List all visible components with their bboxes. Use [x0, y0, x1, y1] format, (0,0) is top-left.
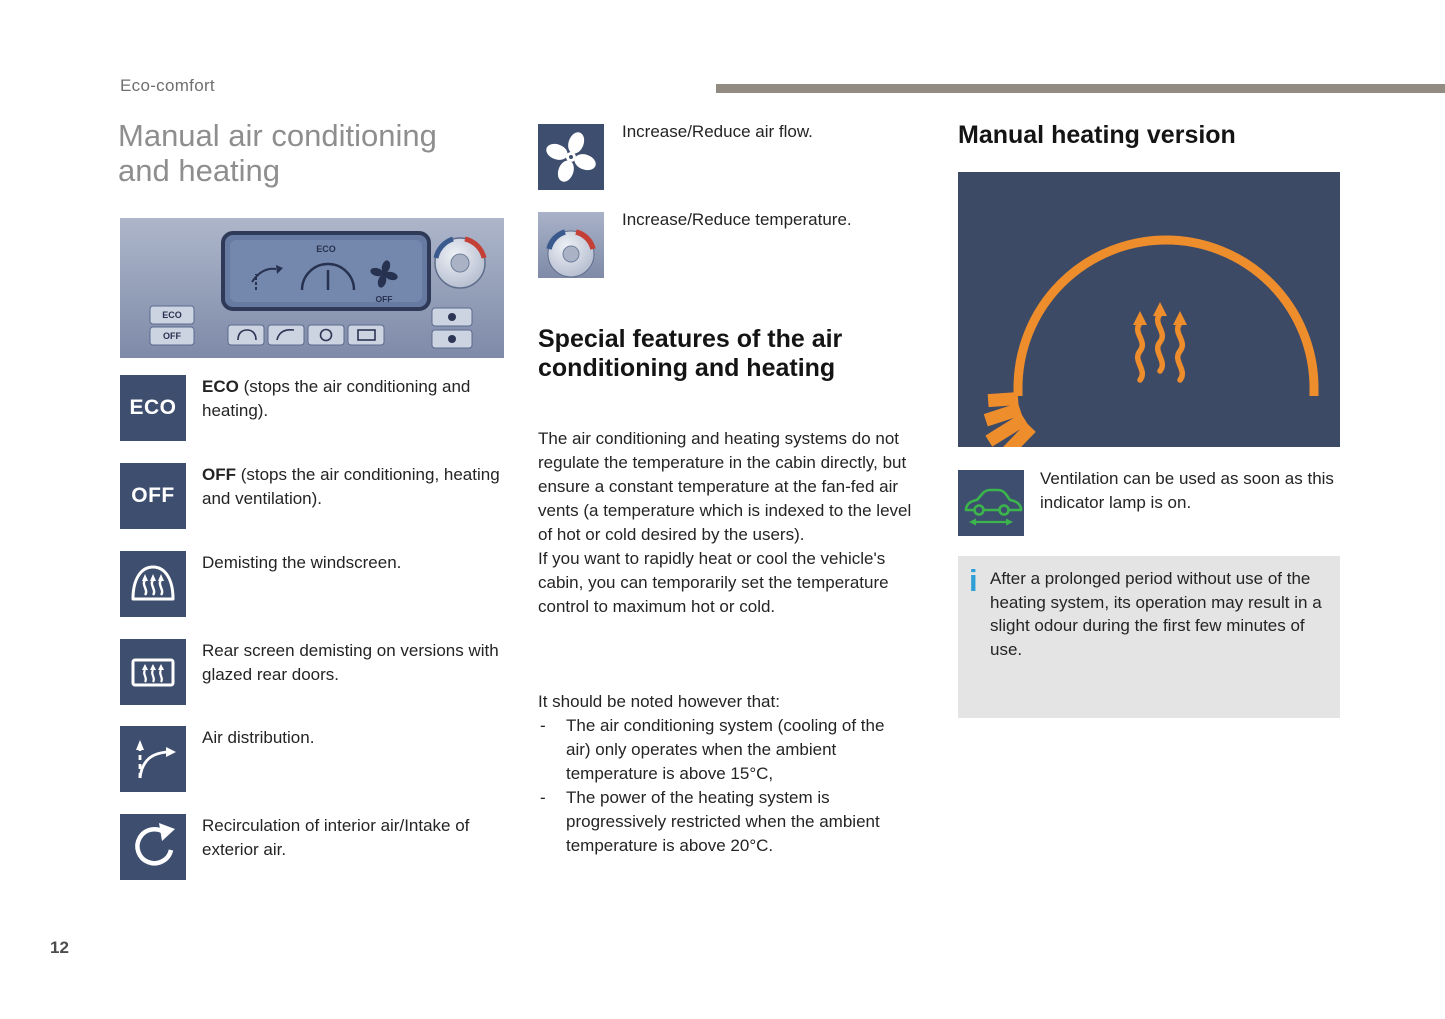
info-text: After a prolonged period without use of the heating system, its operation may result in a slight odour during the first few minutes of use. — [990, 569, 1322, 659]
fan-icon — [538, 124, 604, 190]
legend-text: Rear screen demisting on versions with glazed rear doors. — [202, 641, 499, 684]
legend-row — [120, 375, 520, 445]
paragraph: If you want to rapidly heat or cool the vehicle's cabin, you can temporarily set the temperature control to maximum hot or cold. — [538, 549, 889, 616]
page-title-line1: Manual air conditioning — [118, 118, 437, 153]
ventilation-caption: Ventilation can be used as soon as this indicator lamp is on. — [1040, 469, 1334, 512]
legend-text: Recirculation of interior air/Intake of exterior air. — [202, 816, 470, 859]
section-body — [538, 427, 916, 619]
bullet-item: - The air conditioning system (cooling of the air) only operates when the ambient temperature is above 15°C, — [540, 716, 885, 783]
recirculation-icon — [120, 814, 186, 880]
breadcrumb: Eco-comfort — [120, 76, 215, 95]
legend-text: OFF (stops the air conditioning, heating and ventilation). — [202, 465, 500, 508]
eco-icon-label: ECO — [129, 396, 177, 419]
legend-row — [120, 726, 520, 796]
panel-off-button-label: OFF — [163, 331, 181, 341]
legend-text: Air distribution. — [202, 728, 315, 747]
off-button-icon — [120, 463, 186, 529]
panel-eco-button-label: ECO — [162, 310, 182, 320]
temperature-caption: Increase/Reduce temperature. — [622, 210, 852, 229]
legend-text: ECO (stops the air conditioning and heating). — [202, 377, 471, 420]
page-title — [118, 118, 437, 188]
page-title-line2: and heating — [118, 153, 281, 188]
header-rule — [716, 84, 1445, 93]
legend-row — [120, 463, 520, 533]
eco-button-icon — [120, 375, 186, 441]
air-distribution-icon — [120, 726, 186, 792]
climate-panel-image — [120, 218, 504, 358]
off-icon-label: OFF — [131, 484, 175, 507]
panel-display-eco-label: ECO — [316, 244, 336, 254]
legend-row — [120, 551, 520, 621]
bullet-dash: - — [540, 788, 546, 807]
note-intro: It should be noted however that: — [538, 692, 780, 711]
heat-symbol-icon — [1133, 302, 1187, 380]
note-block — [538, 690, 916, 858]
paragraph: The air conditioning and heating systems do not regulate the temperature in the cabin directly, but ensure a constant temperature at the fan-fed air vents (a temperature which is indexed to the level of hot or cold desired by the users). — [538, 429, 912, 544]
legend-row — [120, 814, 520, 884]
page-number: 12 — [50, 938, 69, 957]
panel-display-off-label: OFF — [375, 294, 393, 304]
bullet-item: - The power of the heating system is progressively restricted when the ambient temperature is above 20°C. — [540, 788, 880, 855]
rear-screen-demist-icon — [120, 639, 186, 705]
airflow-caption: Increase/Reduce air flow. — [622, 122, 813, 141]
temperature-knob-icon — [538, 212, 604, 283]
legend-text: Demisting the windscreen. — [202, 553, 402, 572]
legend-row — [120, 639, 520, 709]
heating-section-heading: Manual heating version — [958, 121, 1236, 149]
heating-dial-image — [958, 172, 1340, 447]
ventilation-indicator-icon — [958, 470, 1024, 536]
panel-display — [223, 233, 429, 309]
windscreen-demist-icon — [120, 551, 186, 617]
info-box — [958, 556, 1340, 718]
bullet-dash: - — [540, 716, 546, 735]
info-icon: i — [969, 563, 978, 598]
panel-temperature-knob — [435, 238, 485, 288]
section-heading: Special features of the air conditioning and heating — [538, 325, 843, 382]
